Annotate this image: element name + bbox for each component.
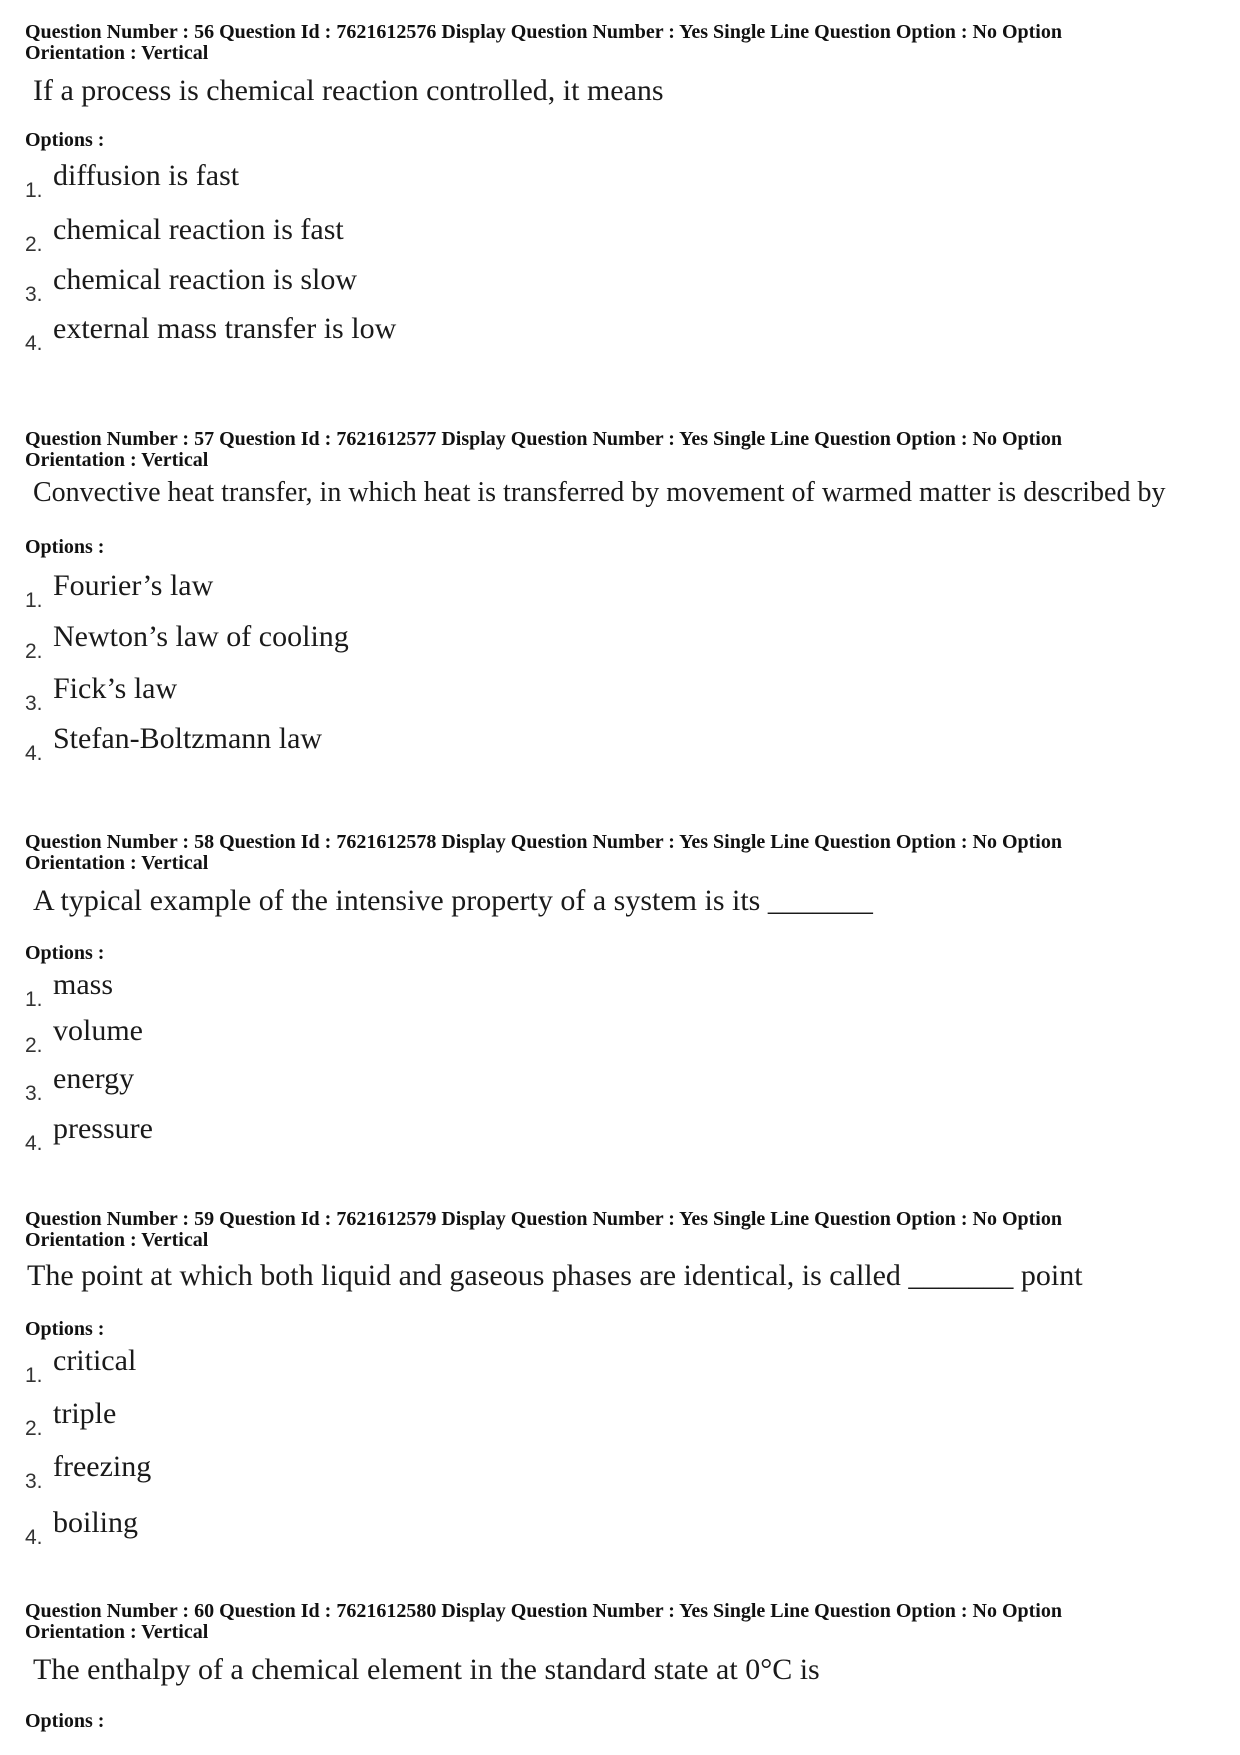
option-number: 3. [25,692,43,715]
options-label: Options : [25,1318,105,1340]
option-text: Stefan-Boltzmann law [53,722,323,755]
question-meta: Question Number : 59 Question Id : 7621612579 Display Question Number : Yes Single Line Question Option : No Option Orientation : Vertical [25,1208,1062,1251]
option-2[interactable] [25,620,825,670]
option-2[interactable] [25,1014,825,1064]
option-text: external mass transfer is low [53,312,397,345]
question-60 [25,1601,1215,1741]
option-text: mass [53,968,113,1001]
option-number: 4. [25,742,43,765]
option-number: 3. [25,283,43,306]
option-number: 1. [25,1364,43,1387]
question-meta: Question Number : 60 Question Id : 7621612580 Display Question Number : Yes Single Line Question Option : No Option Orientation : Vertical [25,1600,1062,1643]
question-57 [25,429,1215,789]
options-label: Options : [25,1710,105,1732]
option-4[interactable] [25,1506,825,1556]
option-4[interactable] [25,722,825,772]
question-text: The enthalpy of a chemical element in the standard state at 0°C is [33,1653,820,1686]
question-56 [25,22,1215,382]
option-text: energy [53,1062,135,1095]
option-number: 4. [25,1132,43,1155]
option-number: 2. [25,1034,43,1057]
option-text: Newton’s law of cooling [53,620,349,653]
question-text: If a process is chemical reaction controlled, it means [33,74,664,107]
option-number: 4. [25,332,43,355]
option-text: diffusion is fast [53,159,240,192]
options-label: Options : [25,129,105,151]
option-1[interactable] [25,968,825,1018]
option-text: pressure [53,1112,153,1145]
option-4[interactable] [25,312,825,362]
option-1[interactable] [25,1344,825,1394]
option-3[interactable] [25,1062,825,1112]
option-text: Fick’s law [53,672,178,705]
option-number: 3. [25,1470,43,1493]
option-text: boiling [53,1506,139,1539]
option-number: 1. [25,589,43,612]
option-text: chemical reaction is slow [53,263,358,296]
question-meta: Question Number : 56 Question Id : 7621612576 Display Question Number : Yes Single Line Question Option : No Option Orientation : Vertical [25,21,1062,64]
question-meta: Question Number : 57 Question Id : 7621612577 Display Question Number : Yes Single Line Question Option : No Option Orientation : Vertical [25,428,1062,471]
options-label: Options : [25,536,105,558]
option-text: chemical reaction is fast [53,213,344,246]
option-3[interactable] [25,672,825,722]
option-2[interactable] [25,213,825,263]
question-text: A typical example of the intensive property of a system is its _______ [33,884,873,917]
option-number: 3. [25,1082,43,1105]
question-text: Convective heat transfer, in which heat is transferred by movement of warmed matter is described by [33,477,1166,508]
option-number: 2. [25,233,43,256]
question-58 [25,832,1215,1177]
question-meta: Question Number : 58 Question Id : 7621612578 Display Question Number : Yes Single Line Question Option : No Option Orientation : Vertical [25,831,1062,874]
option-3[interactable] [25,263,825,313]
question-text: The point at which both liquid and gaseous phases are identical, is called _______ point [27,1259,1083,1292]
option-text: triple [53,1397,117,1430]
option-1[interactable] [25,569,825,619]
option-number: 1. [25,179,43,202]
option-number: 4. [25,1526,43,1549]
options-label: Options : [25,942,105,964]
option-text: volume [53,1014,143,1047]
option-text: freezing [53,1450,152,1483]
option-number: 2. [25,640,43,663]
question-59 [25,1209,1215,1574]
option-4[interactable] [25,1112,825,1162]
option-text: critical [53,1344,137,1377]
option-number: 2. [25,1417,43,1440]
option-3[interactable] [25,1450,825,1500]
option-2[interactable] [25,1397,825,1447]
option-text: Fourier’s law [53,569,214,602]
option-number: 1. [25,988,43,1011]
option-1[interactable] [25,159,825,209]
